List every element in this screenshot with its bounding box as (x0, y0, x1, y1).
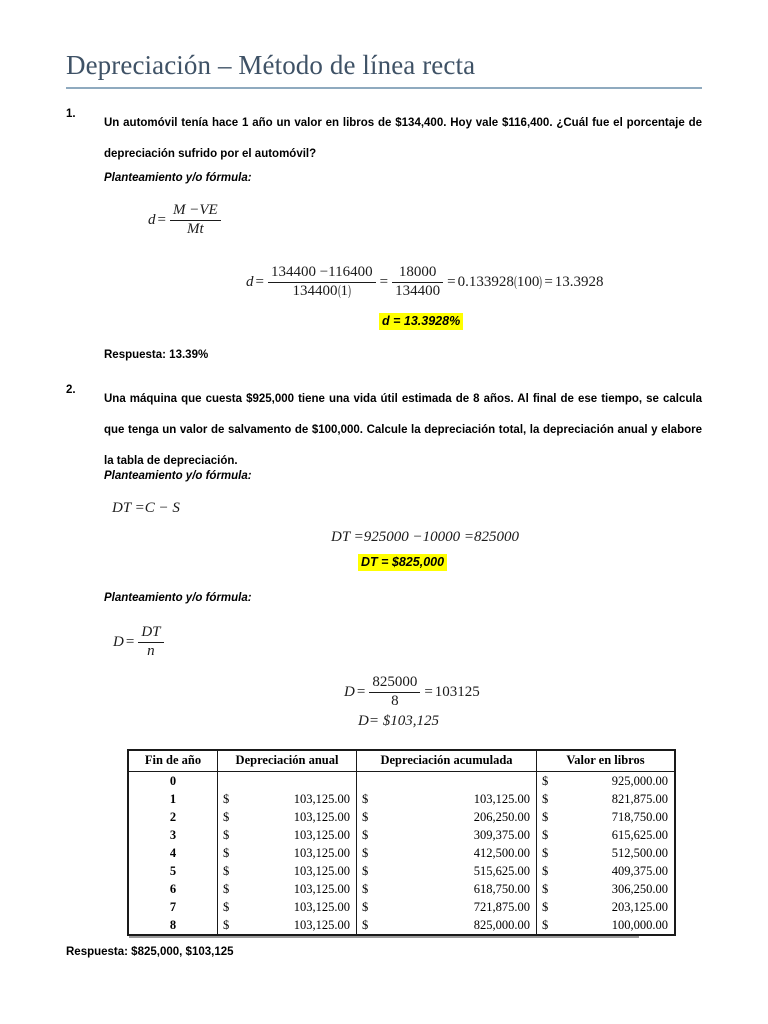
formula-d-fraction (138, 625, 163, 660)
table-row (128, 808, 675, 826)
cell-year: 3 (128, 826, 218, 844)
cell-depreciacion-anual (218, 898, 357, 916)
currency-symbol: $ (362, 846, 369, 860)
cell-depreciacion-acumulada (357, 880, 537, 898)
amount-value: 100,000.00 (611, 918, 668, 932)
amount-value: 409,375.00 (611, 864, 668, 878)
table-row (128, 844, 675, 862)
cell-valor-en-libros (537, 862, 676, 880)
work-numerator-1: 134400 −116400 (270, 264, 373, 280)
problem-2-formula-dt (112, 500, 180, 517)
amount-value: 203,125.00 (611, 900, 668, 914)
formula-numerator: M −VE (172, 202, 218, 218)
cell-depreciacion-anual (218, 808, 357, 826)
amount-value: 103,125.00 (293, 882, 350, 896)
amount-value: 103,125.00 (293, 864, 350, 878)
formula-dt-text: DT =C − S (112, 500, 180, 516)
work-d-denominator: 8 (391, 693, 399, 710)
cell-depreciacion-acumulada (357, 790, 537, 808)
problem-1-statement: Un automóvil tenía hace 1 año un valor en libros de $134,400. Hoy vale $116,400. ¿Cuál fue el porcentaje de depreciación sufrido por el automóvil? (104, 117, 702, 160)
problem-2 (66, 384, 702, 477)
cell-year: 7 (128, 898, 218, 916)
formula-d-equals: = (125, 633, 135, 650)
problem-2-result-d (358, 713, 439, 730)
table-header-row (128, 750, 675, 772)
amount-value: 925,000.00 (611, 774, 668, 788)
amount-value: 103,125.00 (293, 900, 350, 914)
currency-symbol: $ (223, 882, 230, 896)
page-title: Depreciación – Método de línea recta (66, 50, 476, 80)
work-factor: 100 (516, 273, 540, 290)
amount-value: 721,875.00 (473, 900, 530, 914)
amount-value: 103,125.00 (473, 792, 530, 806)
table-body (128, 772, 675, 936)
formula-d-denominator: n (147, 643, 155, 660)
work-decimal: 0.133928 (457, 273, 514, 290)
paren-close: ) (348, 283, 351, 300)
problem-1-number: 1. (66, 108, 76, 120)
amount-value: 103,125.00 (293, 846, 350, 860)
cell-depreciacion-anual (218, 772, 357, 791)
depreciation-table-wrapper (127, 749, 668, 936)
amount-value: 103,125.00 (293, 828, 350, 842)
amount-value: 103,125.00 (293, 918, 350, 932)
depreciation-table (127, 749, 676, 936)
table-row (128, 916, 675, 935)
problem-1-subhead: Planteamiento y/o fórmula: (104, 172, 252, 184)
cell-depreciacion-anual (218, 862, 357, 880)
title-block (66, 50, 702, 89)
currency-symbol: $ (362, 810, 369, 824)
table-row (128, 898, 675, 916)
currency-symbol: $ (362, 864, 369, 878)
currency-symbol: $ (542, 900, 549, 914)
work-numerator-2: 18000 (398, 264, 437, 280)
cell-depreciacion-anual (218, 826, 357, 844)
amount-value: 309,375.00 (473, 828, 530, 842)
currency-symbol: $ (542, 846, 549, 860)
problem-1-respuesta: Respuesta: 13.39% (104, 349, 209, 361)
work-equals-3: = (447, 273, 456, 290)
amount-value: 618,750.00 (473, 882, 530, 896)
work-d-numerator: 825000 (372, 674, 418, 690)
work-d-fraction (369, 675, 420, 710)
table-row (128, 862, 675, 880)
amount-value: 306,250.00 (611, 882, 668, 896)
result-d-text: D= $103,125 (358, 713, 439, 729)
table-header-year: Fin de año (128, 750, 218, 772)
cell-depreciacion-acumulada (357, 916, 537, 935)
cell-depreciacion-anual (218, 880, 357, 898)
currency-symbol: $ (362, 900, 369, 914)
currency-symbol: $ (223, 846, 230, 860)
work-equals-2: = (379, 273, 389, 290)
cell-depreciacion-acumulada (357, 772, 537, 791)
currency-symbol: $ (362, 882, 369, 896)
work-d-result: 103125 (434, 683, 480, 700)
work-equals-4: = (544, 273, 553, 290)
work-equals-1: = (255, 273, 264, 290)
currency-symbol: $ (542, 828, 549, 842)
currency-symbol: $ (542, 810, 549, 824)
work-d-equals-1: = (356, 683, 366, 700)
amount-value: 825,000.00 (473, 918, 530, 932)
currency-symbol: $ (223, 810, 230, 824)
amount-value: 821,875.00 (611, 792, 668, 806)
problem-1 (66, 108, 702, 170)
amount-value: 515,625.00 (473, 864, 530, 878)
cell-year: 5 (128, 862, 218, 880)
work-denominator-2: 134400 (395, 283, 441, 300)
cell-depreciacion-acumulada (357, 862, 537, 880)
cell-valor-en-libros (537, 808, 676, 826)
amount-value: 718,750.00 (611, 810, 668, 824)
work-d-lhs: D (344, 683, 355, 700)
problem-2-highlight-dt: DT = $825,000 (358, 554, 447, 571)
cell-depreciacion-acumulada (357, 826, 537, 844)
cell-valor-en-libros (537, 880, 676, 898)
currency-symbol: $ (362, 792, 369, 806)
cell-year: 1 (128, 790, 218, 808)
problem-2-statement: Una máquina que cuesta $925,000 tiene una vida útil estimada de 8 años. Al final de ese tiempo, se calcula que tenga un valor de salvamento de $100,000. Calcule la depreciación total, la depreciación anual y elabore la tabla de depreciación. (104, 393, 702, 467)
work-denominator-1: 134400(1) (292, 283, 351, 300)
cell-year: 4 (128, 844, 218, 862)
currency-symbol: $ (362, 918, 369, 932)
table-row (128, 880, 675, 898)
table-head (128, 750, 675, 772)
work-fraction-1 (268, 265, 376, 300)
amount-value: 512,500.00 (611, 846, 668, 860)
problem-2-subhead-1: Planteamiento y/o fórmula: (104, 470, 252, 482)
problem-2-respuesta: Respuesta: $825,000, $103,125 (66, 946, 234, 958)
work-dt-text: DT =925000 −10000 =825000 (331, 529, 520, 545)
work-fraction-2 (392, 265, 443, 300)
amount-value: 103,125.00 (293, 792, 350, 806)
amount-value: 206,250.00 (473, 810, 530, 824)
problem-1-highlight-result: d = 13.3928% (379, 313, 463, 330)
paren-open: ( (513, 273, 517, 290)
cell-valor-en-libros (537, 772, 676, 791)
table-row (128, 826, 675, 844)
cell-depreciacion-anual (218, 844, 357, 862)
currency-symbol: $ (362, 828, 369, 842)
cell-valor-en-libros (537, 916, 676, 935)
formula-d-numerator: DT (141, 624, 161, 640)
cell-year: 0 (128, 772, 218, 791)
table-header-anual: Depreciación anual (218, 750, 357, 772)
amount-value: 615,625.00 (611, 828, 668, 842)
cell-depreciacion-anual (218, 790, 357, 808)
cell-valor-en-libros (537, 790, 676, 808)
table-header-libros: Valor en libros (537, 750, 676, 772)
formula-denominator: Mt (186, 221, 204, 238)
amount-value: 103,125.00 (293, 810, 350, 824)
table-row (128, 790, 675, 808)
currency-symbol: $ (542, 774, 549, 788)
problem-1-work (246, 265, 604, 300)
paren-open: ( (337, 283, 341, 300)
work-lhs: d (246, 273, 254, 290)
problem-2-work-d (344, 675, 480, 710)
table-row (128, 772, 675, 791)
formula-lhs: d (148, 211, 156, 228)
cell-year: 8 (128, 916, 218, 935)
table-header-acumulada: Depreciación acumulada (357, 750, 537, 772)
formula-fraction (170, 203, 221, 238)
currency-symbol: $ (542, 918, 549, 932)
cell-valor-en-libros (537, 898, 676, 916)
formula-equals: = (157, 211, 166, 228)
problem-2-subhead-2: Planteamiento y/o fórmula: (104, 592, 252, 604)
currency-symbol: $ (223, 828, 230, 842)
cell-valor-en-libros (537, 844, 676, 862)
cell-valor-en-libros (537, 826, 676, 844)
currency-symbol: $ (542, 882, 549, 896)
amount-value: 412,500.00 (473, 846, 530, 860)
problem-1-formula (148, 203, 223, 238)
currency-symbol: $ (542, 792, 549, 806)
problem-2-formula-d (113, 625, 166, 660)
currency-symbol: $ (542, 864, 549, 878)
formula-d-lhs: D (113, 633, 124, 650)
cell-year: 6 (128, 880, 218, 898)
cell-depreciacion-anual (218, 916, 357, 935)
currency-symbol: $ (223, 900, 230, 914)
currency-symbol: $ (223, 792, 230, 806)
problem-2-number: 2. (66, 384, 76, 396)
paren-close: ) (539, 273, 543, 290)
problem-2-work-dt (331, 529, 519, 546)
title-divider (66, 87, 702, 89)
cell-depreciacion-acumulada (357, 808, 537, 826)
cell-depreciacion-acumulada (357, 844, 537, 862)
cell-year: 2 (128, 808, 218, 826)
work-result: 13.3928 (554, 273, 604, 290)
work-d-equals-2: = (424, 683, 433, 700)
cell-depreciacion-acumulada (357, 898, 537, 916)
currency-symbol: $ (223, 864, 230, 878)
currency-symbol: $ (223, 918, 230, 932)
